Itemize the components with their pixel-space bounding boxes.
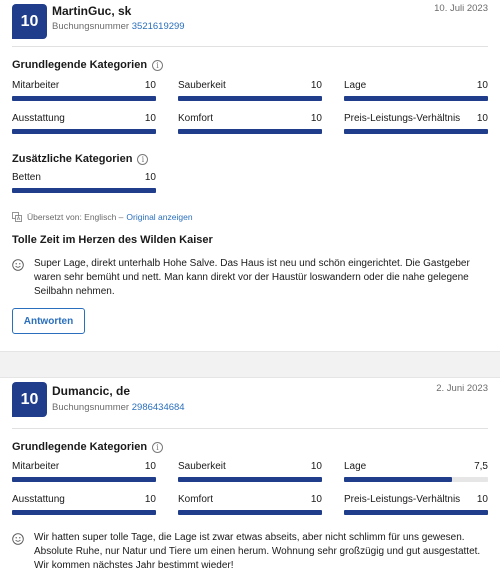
category-bar bbox=[178, 477, 322, 482]
category-value: 7,5 bbox=[474, 461, 488, 472]
booking-number-value[interactable]: 2986434684 bbox=[131, 402, 185, 413]
category-value: 10 bbox=[310, 461, 322, 472]
smiley-icon bbox=[12, 259, 24, 271]
category-label: Preis-Leistungs-Verhältnis bbox=[344, 494, 461, 505]
category-label: Lage bbox=[344, 80, 367, 91]
category-label: Mitarbeiter bbox=[12, 80, 60, 91]
translate-icon bbox=[12, 212, 22, 222]
category-value: 10 bbox=[476, 80, 488, 91]
review-score-badge: 10 bbox=[12, 4, 47, 39]
category-bar-fill bbox=[178, 96, 322, 101]
category-bar-fill bbox=[178, 477, 322, 482]
reviewer-name: Dumancic, de bbox=[52, 384, 131, 398]
booking-number-value[interactable]: 3521619299 bbox=[131, 21, 185, 32]
smiley-icon bbox=[12, 533, 24, 545]
category-value: 10 bbox=[476, 494, 488, 505]
category-value: 10 bbox=[144, 172, 156, 183]
category-label: Sauberkeit bbox=[178, 461, 226, 472]
category-value: 10 bbox=[310, 113, 322, 124]
review-text: Super Lage, direkt unterhalb Hohe Salve. Das Haus ist neu und schön eingerichtet. Die Gastgeber waren sehr bemüht und nett. Man kann direkt vor der Haustür loswandern oder die nahe gelegene Seilbahn nehmen. bbox=[34, 258, 470, 297]
review-card bbox=[0, 377, 500, 577]
reviewer-name: MartinGuc, sk bbox=[52, 4, 132, 18]
category-label: Preis-Leistungs-Verhältnis bbox=[344, 113, 461, 124]
category-label: Ausstattung bbox=[12, 113, 65, 124]
category-bar-fill bbox=[12, 96, 156, 101]
reply-button[interactable]: Antworten bbox=[12, 308, 85, 334]
divider bbox=[12, 428, 488, 429]
category-bar-fill bbox=[344, 477, 452, 482]
original-link[interactable]: Original anzeigen bbox=[126, 212, 193, 222]
category-bar bbox=[178, 510, 322, 515]
category-value: 10 bbox=[144, 461, 156, 472]
category-label: Ausstattung bbox=[12, 494, 65, 505]
translation-note: Übersetzt von: Englisch – Original anzeigen bbox=[12, 212, 193, 222]
category-label: Komfort bbox=[178, 113, 214, 124]
divider bbox=[12, 46, 488, 47]
review-title: Tolle Zeit im Herzen des Wilden Kaiser bbox=[12, 234, 213, 246]
category-label: Lage bbox=[344, 461, 367, 472]
category-label: Sauberkeit bbox=[178, 80, 226, 91]
category-value: 10 bbox=[144, 494, 156, 505]
category-bar bbox=[178, 96, 322, 101]
category-bar bbox=[344, 510, 488, 515]
category-bar-fill bbox=[178, 510, 322, 515]
review-date: 2. Juni 2023 bbox=[436, 383, 488, 394]
category-bar-fill bbox=[344, 96, 488, 101]
category-value: 10 bbox=[310, 80, 322, 91]
category-bar bbox=[12, 188, 156, 193]
category-bar bbox=[12, 129, 156, 134]
category-bar-fill bbox=[12, 510, 156, 515]
category-bar-fill bbox=[12, 188, 156, 193]
info-icon[interactable]: i bbox=[152, 60, 163, 71]
category-label: Mitarbeiter bbox=[12, 461, 60, 472]
category-bar bbox=[344, 96, 488, 101]
category-label: Betten bbox=[12, 172, 41, 183]
extra-categories-title: Zusätzliche Kategorien i bbox=[12, 153, 148, 165]
category-bar-fill bbox=[12, 477, 156, 482]
category-bar bbox=[12, 477, 156, 482]
category-bar bbox=[178, 129, 322, 134]
category-value: 10 bbox=[310, 494, 322, 505]
category-bar bbox=[344, 129, 488, 134]
category-label: Komfort bbox=[178, 494, 214, 505]
category-bar-fill bbox=[344, 129, 488, 134]
category-bar bbox=[12, 510, 156, 515]
category-value: 10 bbox=[476, 113, 488, 124]
review-date: 10. Juli 2023 bbox=[434, 3, 488, 14]
category-bar bbox=[344, 477, 488, 482]
booking-number: Buchungsnummer 2986434684 bbox=[52, 402, 185, 413]
category-bar-fill bbox=[12, 129, 156, 134]
review-score-badge: 10 bbox=[12, 382, 47, 417]
category-bar-fill bbox=[178, 129, 322, 134]
info-icon[interactable]: i bbox=[137, 154, 148, 165]
info-icon[interactable]: i bbox=[152, 442, 163, 453]
booking-number: Buchungsnummer 3521619299 bbox=[52, 21, 185, 32]
category-bar-fill bbox=[344, 510, 488, 515]
review-text: Wir hatten super tolle Tage, die Lage ist zwar etwas abseits, aber nicht schlimm für uns gewesen. Absolute Ruhe, nur Natur und Tiere um einen herum. Wohnung sehr großzügig und gut ausgestattet. Wir kommen nächstes Jahr bestimmt wieder! bbox=[34, 532, 481, 571]
basic-categories-title: Grundlegende Kategorien i bbox=[12, 441, 163, 453]
category-bar bbox=[12, 96, 156, 101]
category-value: 10 bbox=[144, 80, 156, 91]
category-value: 10 bbox=[144, 113, 156, 124]
basic-categories-title: Grundlegende Kategorien i bbox=[12, 59, 163, 71]
